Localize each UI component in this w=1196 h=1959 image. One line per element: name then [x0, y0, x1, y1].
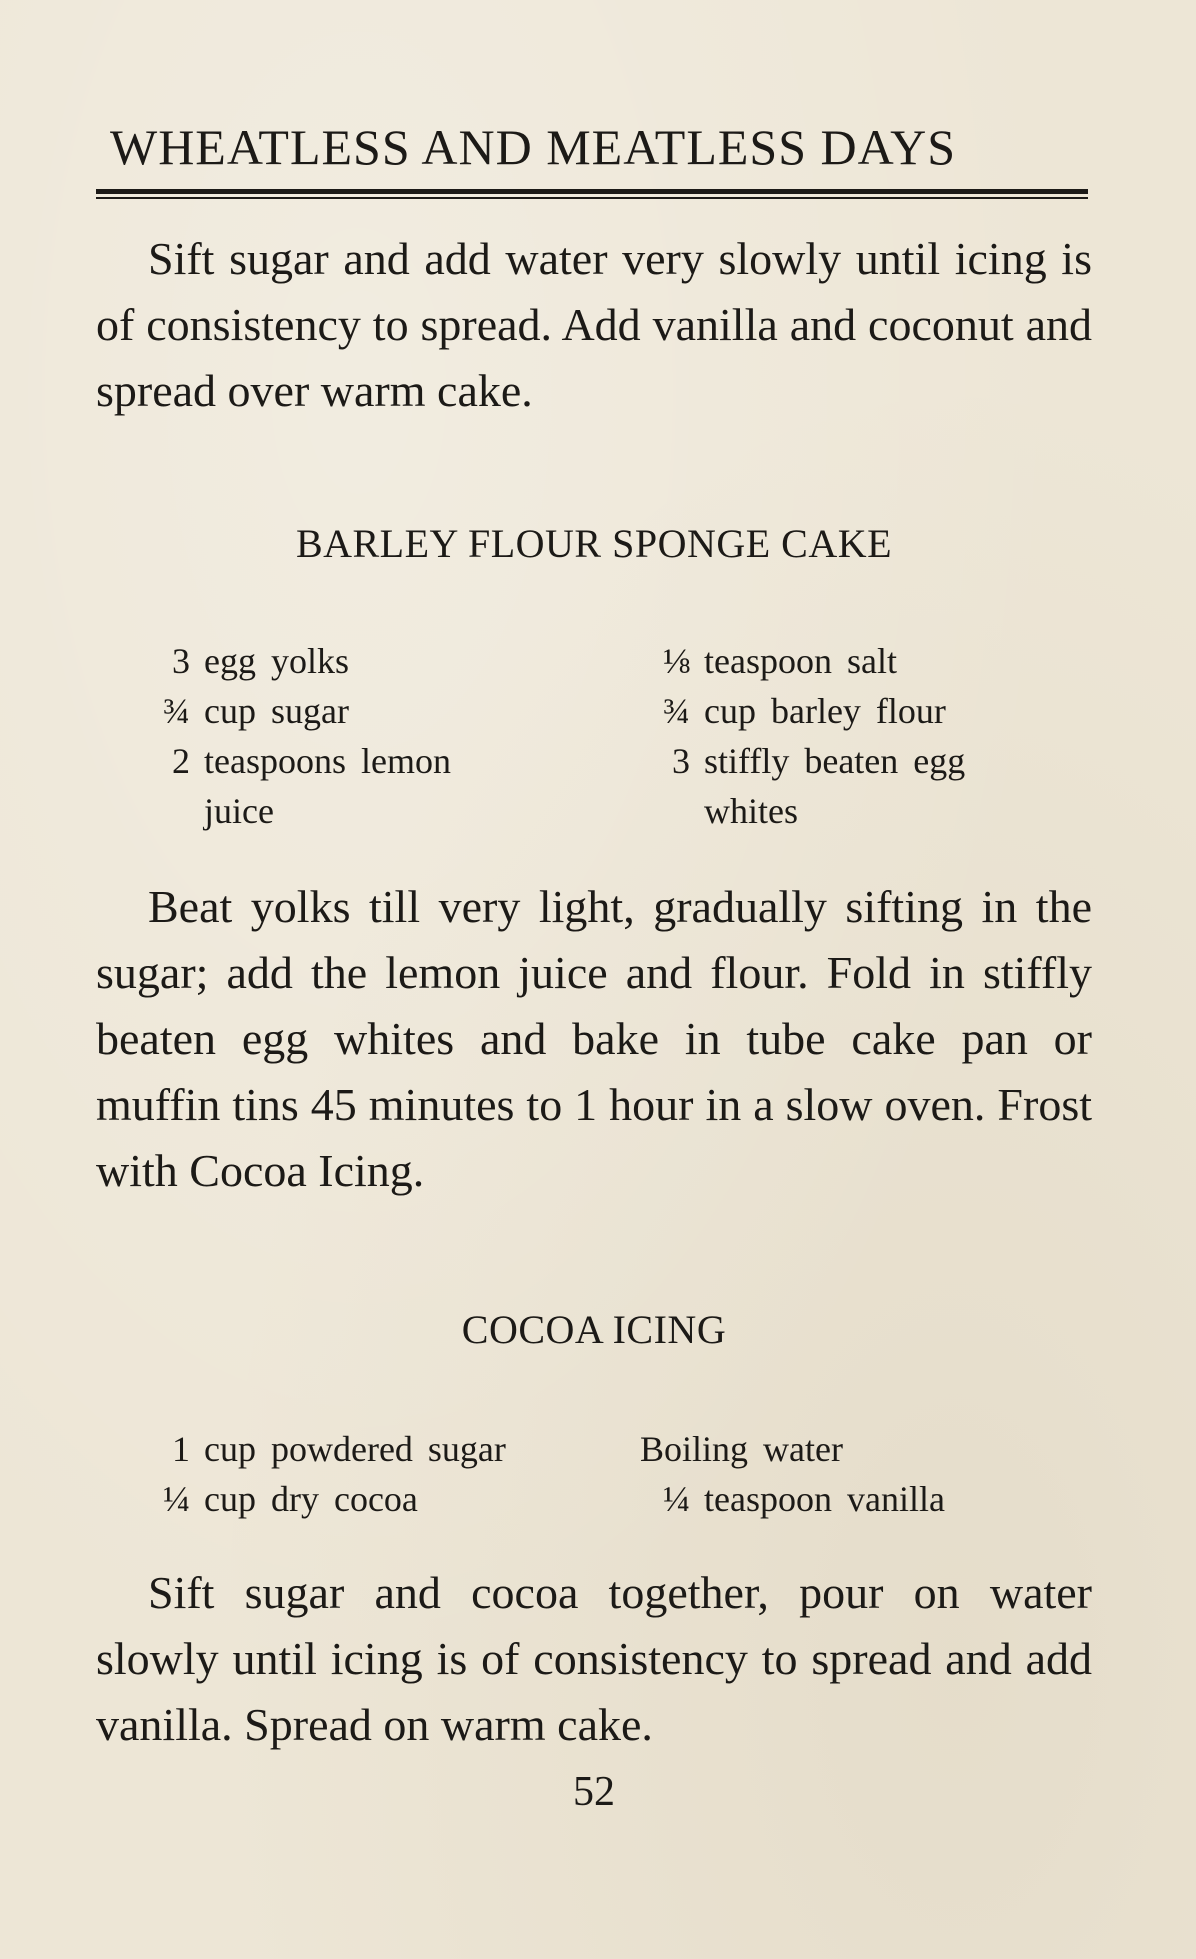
ingredient-row — [140, 1474, 600, 1524]
ingredient-qty: 3 — [672, 741, 690, 781]
ingredient-item: cup barley flour — [704, 691, 946, 731]
header-rule-thick — [96, 189, 1088, 194]
ingredient-qty: 1 — [172, 1429, 190, 1469]
ingredient-item: teaspoon salt — [704, 641, 897, 681]
recipe1-directions: Beat yolks till very light, gradually sifting in the sugar; add the lemon juice and flour. Fold in stiffly beaten egg whites and bake in tube cake pan or muffin tins 45 minutes to 1 hour in a slow oven. Frost with Cocoa Icing. — [96, 881, 1092, 1196]
recipe2-title: COCOA ICING — [461, 1307, 727, 1352]
ingredient-row — [640, 686, 1060, 736]
ingredient-item: stiffly beaten egg whites — [704, 741, 966, 831]
ingredient-qty: ¾ — [663, 691, 690, 731]
ingredient-row — [140, 1424, 600, 1474]
ingredient-item: cup dry cocoa — [204, 1479, 418, 1519]
recipe1-ingredients-left — [140, 636, 560, 836]
recipe1-ingredients-right — [640, 636, 1060, 836]
ingredient-item: egg yolks — [204, 641, 349, 681]
ingredient-row — [140, 686, 560, 736]
recipe2-ingredients-left — [140, 1424, 600, 1524]
ingredient-qty: ¾ — [163, 691, 190, 731]
ingredient-item: teaspoons lemon juice — [204, 741, 451, 831]
ingredient-qty: ⅛ — [663, 641, 690, 681]
ingredient-item: cup sugar — [204, 691, 349, 731]
ingredient-item: teaspoon vanilla — [704, 1479, 945, 1519]
recipe2-directions: Sift sugar and cocoa together, pour on water slowly until icing is of consistency to spread and add vanilla. Spread on warm cake. — [96, 1567, 1092, 1750]
header-rule-thin — [96, 197, 1088, 199]
ingredient-row — [140, 736, 560, 836]
ingredient-qty: ¼ — [663, 1479, 690, 1519]
ingredient-item: Boiling water — [640, 1429, 843, 1469]
running-head: WHEATLESS AND MEATLESS DAYS — [110, 119, 957, 175]
ingredient-qty: 2 — [172, 741, 190, 781]
ingredient-qty: ¼ — [163, 1479, 190, 1519]
ingredient-row — [640, 1424, 1060, 1474]
ingredient-row — [140, 636, 560, 686]
ingredient-row — [640, 636, 1060, 686]
ingredient-item: cup powdered sugar — [204, 1429, 506, 1469]
recipe2-ingredients-right — [640, 1424, 1060, 1524]
ingredient-qty: 3 — [172, 641, 190, 681]
recipe1-title: BARLEY FLOUR SPONGE CAKE — [295, 521, 893, 566]
ingredient-row — [640, 736, 1060, 836]
ingredient-row — [640, 1474, 1060, 1524]
intro-paragraph: Sift sugar and add water very slowly until icing is of consistency to spread. Add vanilla and coconut and spread over warm cake. — [96, 233, 1092, 416]
page-number: 52 — [573, 1769, 615, 1815]
